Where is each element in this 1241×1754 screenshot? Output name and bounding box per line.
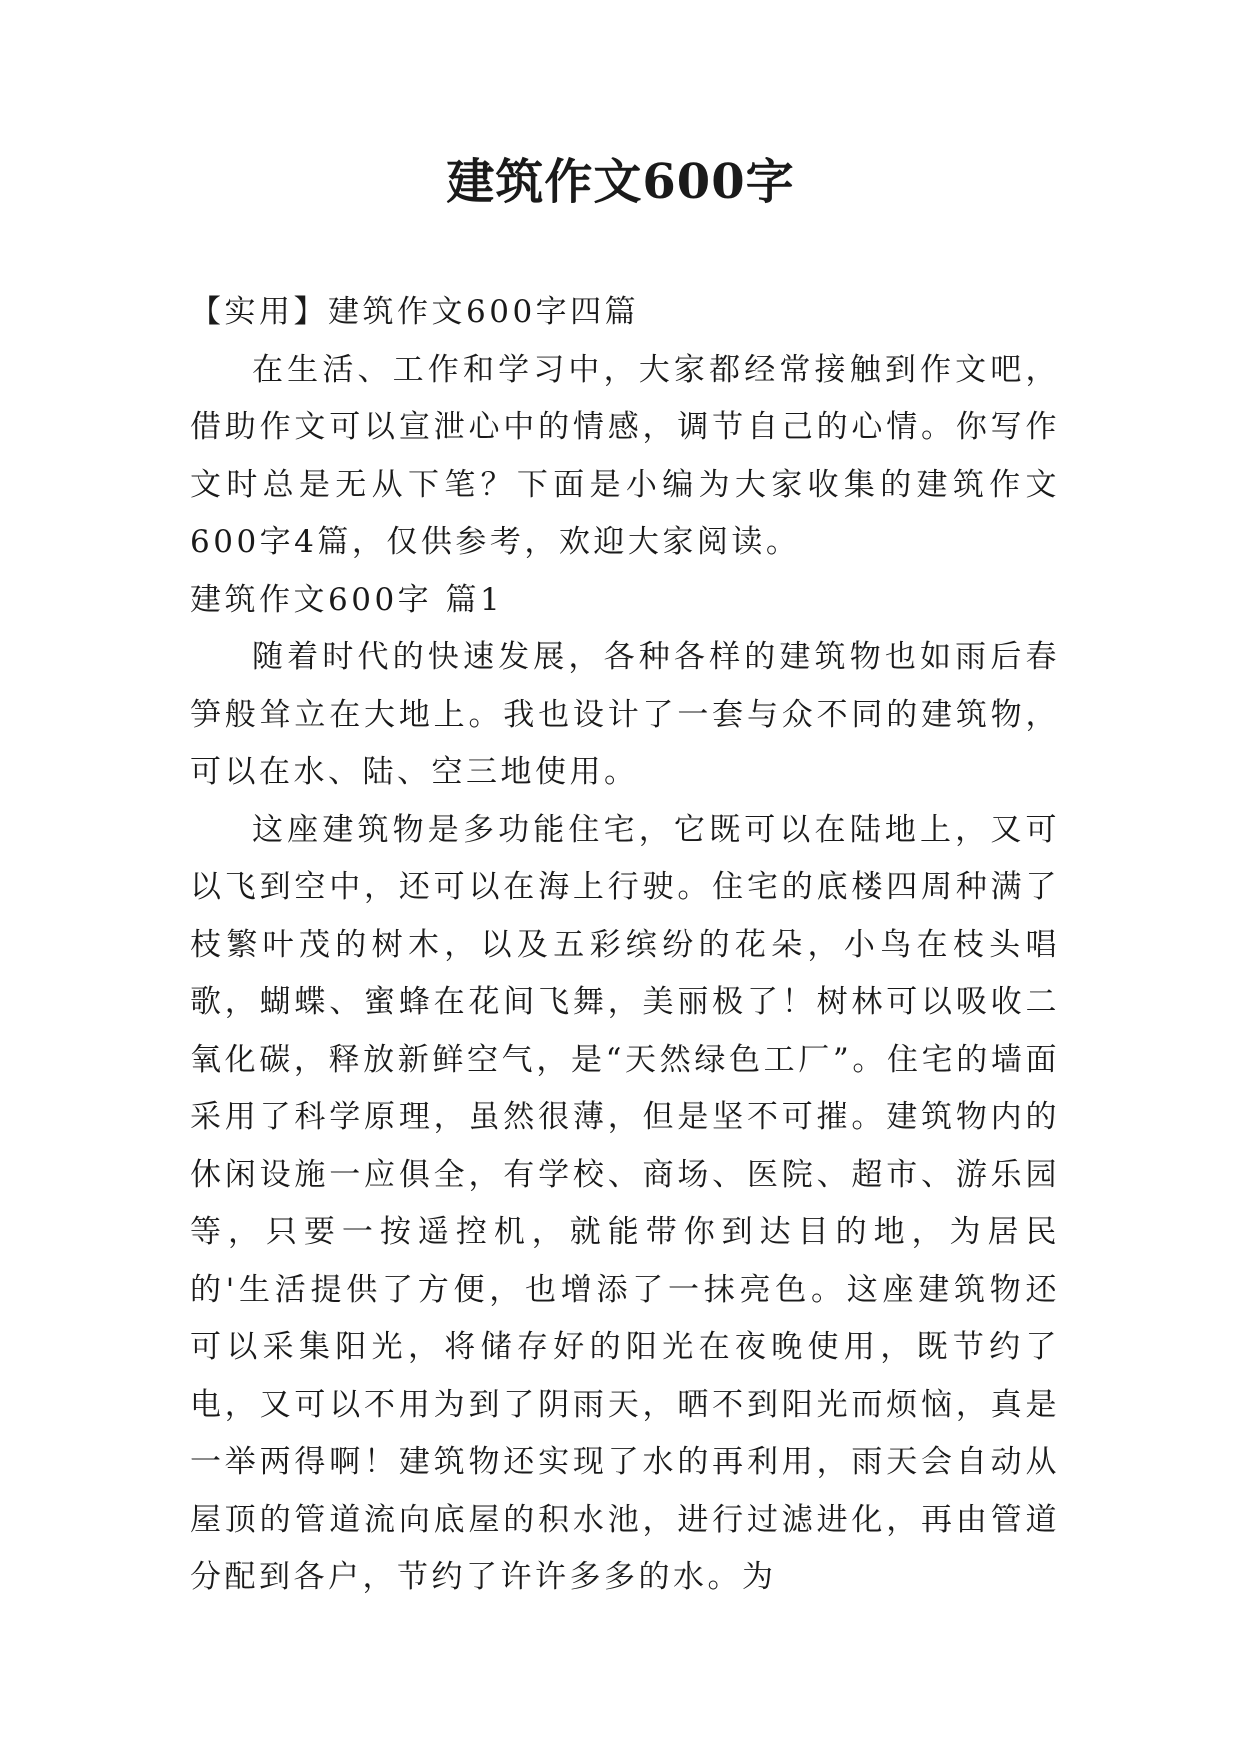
intro-paragraph: 在生活、工作和学习中，大家都经常接触到作文吧，借助作文可以宣泄心中的情感，调节自己的心情。你写作文时总是无从下笔？下面是小编为大家收集的建筑作文600字4篇，仅供参考，欢迎大家阅读。 — [190, 351, 1060, 560]
body-paragraph-2: 这座建筑物是多功能住宅，它既可以在陆地上，又可以飞到空中，还可以在海上行驶。住宅的底楼四周种满了枝繁叶茂的树木，以及五彩缤纷的花朵，小鸟在枝头唱歌，蝴蝶、蜜蜂在花间飞舞，美丽极了！树林可以吸收二氧化碳，释放新鲜空气，是“天然绿色工厂”。住宅的墙面采用了科学原理，虽然很薄，但是坚不可摧。建筑物内的休闲设施一应俱全，有学校、商场、医院、超市、游乐园等，只要一按遥控机，就能带你到达目的地，为居民的'生活提供了方便，也增添了一抹亮色。这座建筑物还可以采集阳光，将储存好的阳光在夜晚使用，既节约了电，又可以不用为到了阴雨天，晒不到阳光而烦恼，真是一举两得啊！建筑物还实现了水的再利用，雨天会自动从屋顶的管道流向底屋的积水池，进行过滤进化，再由管道分配到各户，节约了许许多多的水。为 — [190, 811, 1060, 1595]
document-body — [190, 284, 1060, 1607]
document-subtitle: 【实用】建筑作文600字四篇 — [190, 294, 640, 330]
section-heading: 建筑作文600字 篇1 — [190, 581, 504, 618]
body-paragraph-1: 随着时代的快速发展，各种各样的建筑物也如雨后春笋般耸立在大地上。我也设计了一套与众不同的建筑物，可以在水、陆、空三地使用。 — [190, 639, 1060, 790]
document-title: 建筑作文600字 — [446, 154, 795, 210]
